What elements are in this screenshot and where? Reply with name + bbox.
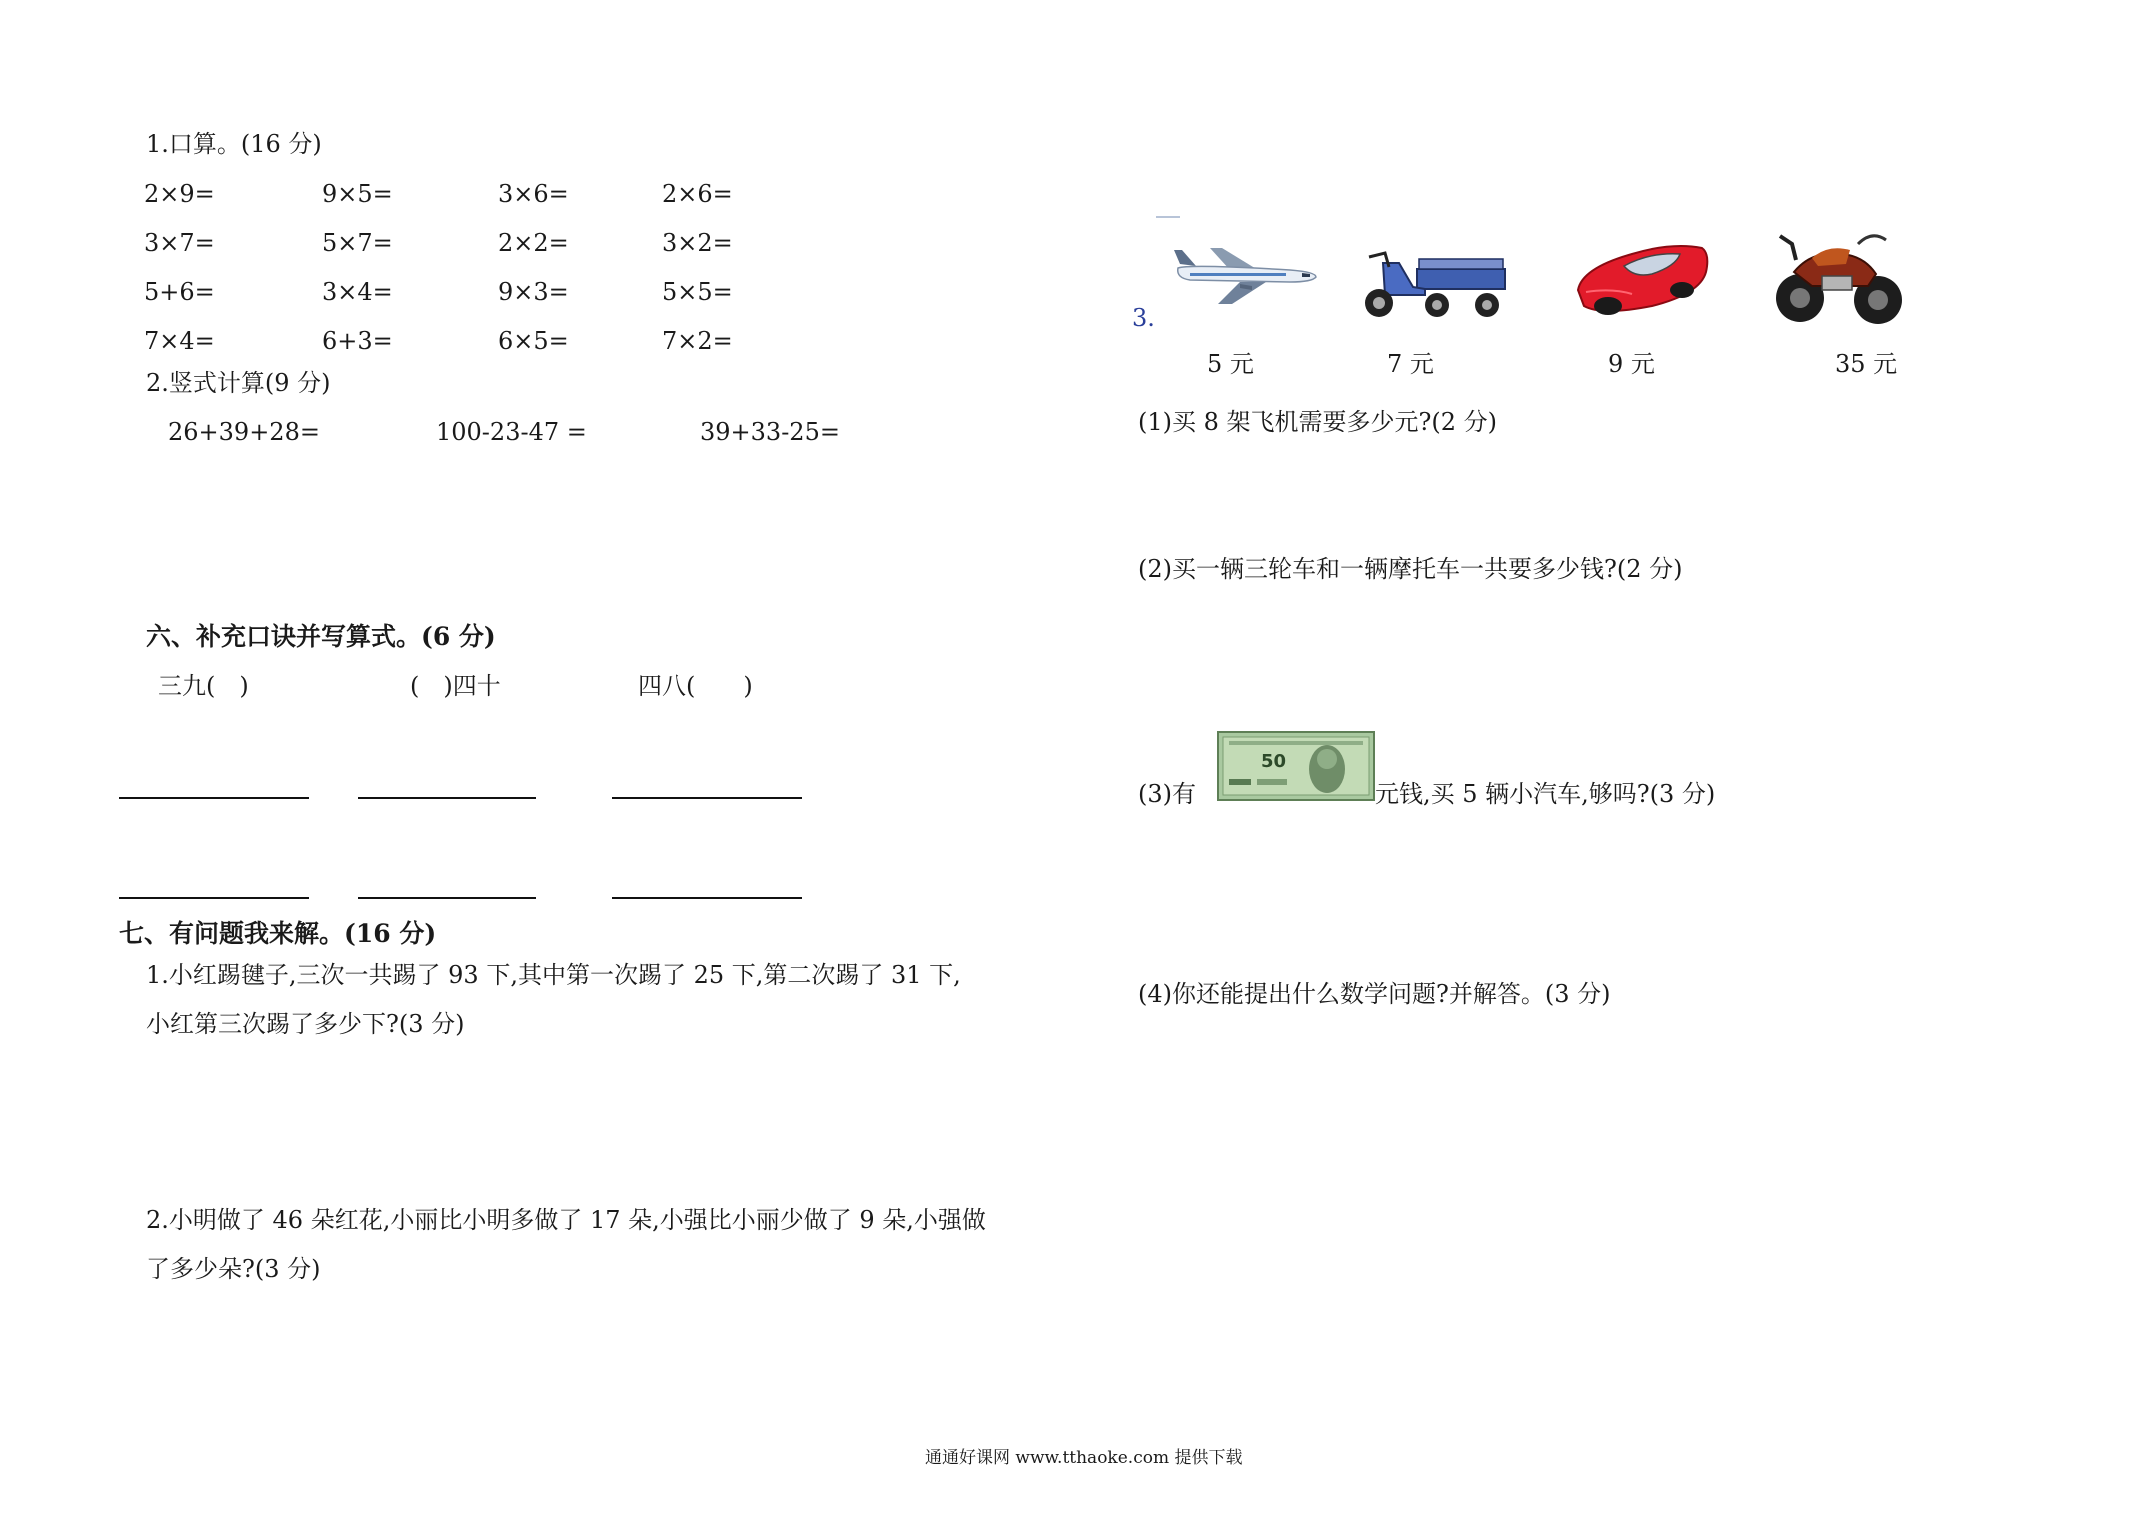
- s6-item: 三九( ): [158, 672, 249, 700]
- q1-item: 3×7=: [144, 229, 215, 257]
- q1-item: 3×4=: [322, 278, 393, 306]
- price-tricycle: 7 元: [1387, 350, 1434, 378]
- q3-sub2: (2)买一辆三轮车和一辆摩托车一共要多少钱?(2 分): [1138, 555, 1683, 583]
- q1-item: 9×5=: [322, 180, 393, 208]
- answer-line: [119, 797, 309, 799]
- q1-item: 9×3=: [498, 278, 569, 306]
- s6-title: 六、补充口诀并写算式。(6 分): [146, 622, 496, 651]
- q3-sub1: (1)买 8 架飞机需要多少元?(2 分): [1138, 408, 1498, 436]
- q1-item: 6+3=: [322, 327, 393, 355]
- q1-item: 2×9=: [144, 180, 215, 208]
- q1-item: 7×4=: [144, 327, 215, 355]
- q3-sub3-prefix: (3)有: [1138, 780, 1196, 808]
- q1-item: 5×5=: [662, 278, 733, 306]
- q1-item: 2×2=: [498, 229, 569, 257]
- q3-sub3-suffix: 元钱,买 5 辆小汽车,够吗?(3 分): [1375, 780, 1716, 808]
- q2-item: 100-23-47 =: [436, 418, 587, 446]
- footer-text: 通通好课网 www.tthaoke.com 提供下载: [925, 1448, 1243, 1468]
- q1-title: 1.口算。(16 分): [146, 130, 322, 158]
- q2-item: 26+39+28=: [168, 418, 320, 446]
- q1-item: 5+6=: [144, 278, 215, 306]
- sports-car-icon: [1572, 232, 1712, 326]
- s7-problem2-line1: 2.小明做了 46 朵红花,小丽比小明多做了 17 朵,小强比小丽少做了 9 朵,小强做: [146, 1206, 986, 1234]
- airplane-icon: [1170, 240, 1320, 310]
- answer-line: [612, 797, 802, 799]
- q1-item: 2×6=: [662, 180, 733, 208]
- banknote-value: 50: [1261, 751, 1287, 772]
- motorcycle-icon: [1772, 220, 1906, 330]
- price-motorcycle: 35 元: [1835, 350, 1898, 378]
- price-sports-car: 9 元: [1608, 350, 1655, 378]
- answer-line: [612, 897, 802, 899]
- q2-title: 2.竖式计算(9 分): [146, 369, 331, 397]
- q3-number: 3.: [1132, 304, 1155, 332]
- tricycle-icon: [1355, 245, 1515, 323]
- q1-item: 3×2=: [662, 229, 733, 257]
- s7-title: 七、有问题我来解。(16 分): [119, 919, 437, 948]
- answer-line: [119, 897, 309, 899]
- price-airplane: 5 元: [1207, 350, 1254, 378]
- q1-item: 5×7=: [322, 229, 393, 257]
- banknote-icon: [1217, 731, 1375, 801]
- s7-problem2-line2: 了多少朵?(3 分): [146, 1255, 321, 1283]
- q1-item: 3×6=: [498, 180, 569, 208]
- answer-line: [358, 897, 536, 899]
- answer-line: [358, 797, 536, 799]
- s7-problem1-line2: 小红第三次踢了多少下?(3 分): [146, 1010, 465, 1038]
- s6-item: ( )四十: [410, 672, 501, 700]
- q2-item: 39+33-25=: [700, 418, 840, 446]
- q3-sub4: (4)你还能提出什么数学问题?并解答。(3 分): [1138, 980, 1611, 1008]
- s6-item: 四八( ): [638, 672, 753, 700]
- q1-item: 7×2=: [662, 327, 733, 355]
- stray-mark: [1156, 216, 1180, 218]
- q1-item: 6×5=: [498, 327, 569, 355]
- s7-problem1-line1: 1.小红踢毽子,三次一共踢了 93 下,其中第一次踢了 25 下,第二次踢了 31 下,: [146, 961, 961, 989]
